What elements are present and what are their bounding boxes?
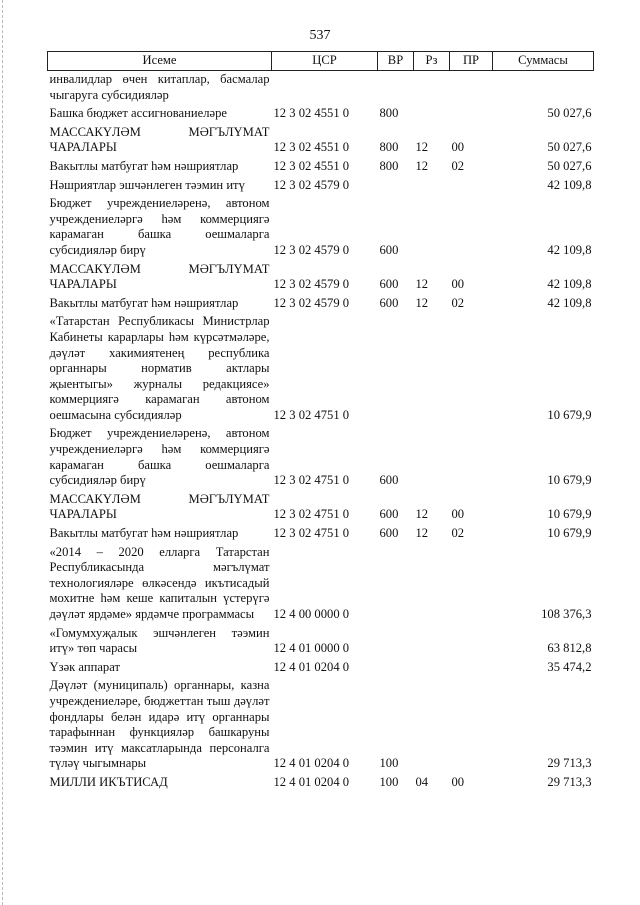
- table-row: [48, 544, 594, 625]
- table-row: [48, 491, 594, 525]
- row-name: Вакытлы матбугат һәм нәшриятлар: [49, 158, 239, 173]
- row-rz: [414, 71, 450, 106]
- row-pr: [450, 313, 493, 425]
- row-name: «Татарстан Республикасы Министрлар Кабинеты карарлары һәм күрсәтмәләре, дәүләт хакимиятенең республика органнары норматив актлары җыентыгы» журналы редакциясе» коммерциягә карамаган автоном оешмасына субсидияләр: [49, 314, 270, 422]
- row-rz: [414, 659, 450, 678]
- header-pr: ПР: [450, 52, 493, 71]
- row-sum: 50 027,6: [547, 140, 592, 155]
- row-name: Үзәк аппарат: [49, 659, 120, 674]
- page-number: 537: [309, 28, 331, 43]
- row-pr: [450, 177, 493, 196]
- table-row: [48, 195, 594, 260]
- table-row: [48, 774, 594, 793]
- row-csr: 12 3 02 4551 0: [273, 140, 350, 155]
- row-rz: 12: [415, 295, 429, 310]
- row-rz: [414, 195, 450, 260]
- table-row: [48, 105, 594, 124]
- row-pr: [450, 677, 493, 774]
- row-vr: 100: [379, 756, 399, 771]
- row-vr: 600: [379, 507, 399, 522]
- row-sum: 29 713,3: [547, 756, 592, 771]
- row-name: Вакытлы матбугат һәм нәшриятлар: [49, 526, 239, 541]
- row-name: Башка бюджет ассигнованиеләре: [49, 106, 227, 121]
- row-name: МИЛЛИ ИКЪТИСАД: [49, 774, 168, 789]
- row-name: «Гомумхуҗалык эшчәнлеген тәэмин итү» төп чарасы: [49, 625, 270, 656]
- table-row: [48, 425, 594, 490]
- row-csr: 12 3 02 4579 0: [273, 177, 350, 192]
- row-csr: 12 3 02 4579 0: [273, 242, 350, 257]
- row-name: МАССАКҮЛӘМ МӘГЪЛҮМАТ ЧАРАЛАРЫ: [49, 491, 270, 522]
- row-sum: 10 679,9: [547, 473, 592, 488]
- header-csr: ЦСР: [272, 52, 378, 71]
- table-row: [48, 261, 594, 295]
- row-vr: 800: [379, 106, 399, 121]
- row-vr: 600: [379, 473, 399, 488]
- table-row: [48, 158, 594, 177]
- row-rz: 12: [415, 277, 429, 292]
- row-csr: 12 4 01 0204 0: [273, 774, 350, 789]
- row-rz: [414, 177, 450, 196]
- row-csr: 12 3 02 4579 0: [273, 295, 350, 310]
- row-rz: [414, 313, 450, 425]
- row-sum: 29 713,3: [547, 774, 592, 789]
- row-name: Бюджет учреждениеләренә, автоном учреждениеләргә һәм коммерциягә карамаган башка оешмаларга субсидияләр бирү: [49, 196, 270, 257]
- page-edge-line: [2, 0, 3, 905]
- row-rz: [414, 105, 450, 124]
- header-sum: Суммасы: [493, 52, 594, 71]
- row-vr: [378, 659, 414, 678]
- row-vr: [378, 625, 414, 659]
- row-rz: 12: [415, 507, 429, 522]
- table-row: [48, 659, 594, 678]
- table-row: [48, 124, 594, 158]
- row-name: Нәшриятлар эшчәнлеген тәэмин итү: [49, 177, 245, 192]
- row-pr: 00: [451, 507, 465, 522]
- row-vr: 600: [379, 277, 399, 292]
- row-rz: 12: [415, 140, 429, 155]
- row-sum: 42 109,8: [547, 242, 592, 257]
- row-pr: 00: [451, 140, 465, 155]
- row-pr: 00: [451, 277, 465, 292]
- row-vr: 800: [379, 140, 399, 155]
- row-pr: [450, 195, 493, 260]
- row-vr: [378, 71, 414, 106]
- row-vr: [378, 313, 414, 425]
- table-row: [48, 525, 594, 544]
- row-name: инвалидлар өчен китаплар, басмалар чыгаруга субсидияләр: [49, 72, 270, 102]
- row-pr: 00: [451, 774, 465, 789]
- row-csr: 12 3 02 4751 0: [273, 473, 350, 488]
- row-name: Вакытлы матбугат һәм нәшриятлар: [49, 295, 239, 310]
- row-csr: 12 3 02 4751 0: [273, 507, 350, 522]
- row-pr: [450, 71, 493, 106]
- row-sum: 63 812,8: [547, 641, 592, 656]
- row-vr: 100: [379, 774, 399, 789]
- row-name: МАССАКҮЛӘМ МӘГЪЛҮМАТ ЧАРАЛАРЫ: [49, 124, 270, 155]
- row-vr: 600: [379, 526, 399, 541]
- row-vr: 600: [379, 295, 399, 310]
- row-name: Дәүләт (муниципаль) органнары, казна учреждениеләре, бюджеттан тыш дәүләт фондлары белән идарә итү органнары тарафыннан функцияләр башкаруны тәэмин итү максатларында персоналга түләү чыгымнары: [49, 678, 270, 771]
- row-csr: 12 4 01 0204 0: [273, 659, 350, 674]
- row-sum: 35 474,2: [547, 659, 592, 674]
- row-csr: 12 3 02 4751 0: [273, 526, 350, 541]
- row-rz: 12: [415, 526, 429, 541]
- row-sum: 108 376,3: [541, 607, 592, 621]
- row-vr: [378, 544, 414, 625]
- row-name: Бюджет учреждениеләренә, автоном учреждениеләргә һәм коммерциягә карамаган башка оешмаларга субсидияләр бирү: [49, 426, 270, 488]
- row-sum: 50 027,6: [547, 106, 592, 121]
- row-rz: [414, 625, 450, 659]
- row-pr: [450, 425, 493, 490]
- row-rz: [414, 677, 450, 774]
- table-row: [48, 177, 594, 196]
- row-pr: 02: [451, 526, 465, 541]
- row-name: «2014 – 2020 елларга Татарстан Республикасында мәгълүмат технологияләре өлкәсендә икътисадый мохитне һәм кеше капиталын үстерүгә дәүләт ярдәме» ярдәмче программасы: [49, 544, 270, 621]
- row-rz: 04: [415, 774, 429, 789]
- row-csr: 12 4 01 0204 0: [273, 756, 350, 771]
- row-vr: 800: [379, 158, 399, 173]
- table-row: [48, 677, 594, 774]
- row-pr: [450, 544, 493, 625]
- row-sum: 10 679,9: [547, 507, 592, 522]
- header-name: Исеме: [48, 52, 272, 71]
- budget-table: [47, 51, 594, 793]
- row-sum: 10 679,9: [547, 407, 592, 422]
- table-body: [48, 71, 594, 793]
- row-rz: [414, 425, 450, 490]
- row-rz: 12: [415, 158, 429, 173]
- row-csr: 12 4 01 0000 0: [273, 641, 350, 656]
- row-pr: 02: [451, 295, 465, 310]
- row-name: МАССАКҮЛӘМ МӘГЪЛҮМАТ ЧАРАЛАРЫ: [49, 261, 270, 292]
- row-sum: 42 109,8: [547, 177, 592, 192]
- table-row: [48, 71, 594, 106]
- header-vr: ВР: [378, 52, 414, 71]
- table-row: [48, 625, 594, 659]
- row-csr: 12 3 02 4579 0: [273, 277, 350, 292]
- row-pr: 02: [451, 158, 465, 173]
- row-sum: 42 109,8: [547, 277, 592, 292]
- row-sum: 42 109,8: [547, 295, 592, 310]
- row-rz: [414, 544, 450, 625]
- table-row: [48, 295, 594, 314]
- row-csr: 12 3 02 4551 0: [273, 158, 350, 173]
- row-sum: [493, 71, 594, 106]
- row-vr: [378, 177, 414, 196]
- row-sum: 50 027,6: [547, 158, 592, 173]
- table-row: [48, 313, 594, 425]
- row-pr: [450, 659, 493, 678]
- row-vr: 600: [379, 242, 399, 257]
- row-pr: [450, 105, 493, 124]
- row-sum: 10 679,9: [547, 526, 592, 541]
- row-csr: 12 3 02 4751 0: [273, 407, 350, 422]
- header-rz: Рз: [414, 52, 450, 71]
- row-csr: [272, 71, 378, 106]
- row-pr: [450, 625, 493, 659]
- row-csr: 12 3 02 4551 0: [273, 106, 350, 121]
- row-csr: 12 4 00 0000 0: [273, 607, 350, 621]
- header-row: [48, 52, 594, 71]
- table-header: [48, 52, 594, 71]
